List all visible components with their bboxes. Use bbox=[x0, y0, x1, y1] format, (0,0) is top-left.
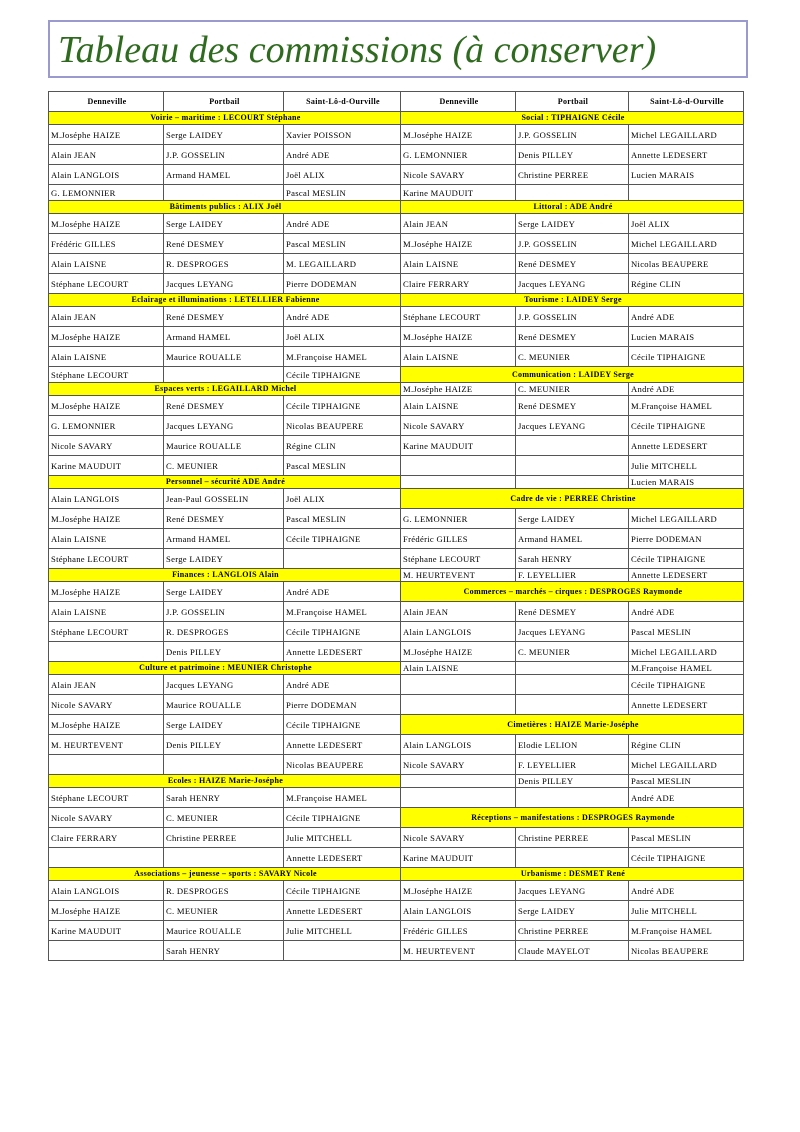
member-cell: Alain JEAN bbox=[49, 675, 164, 695]
member-cell: André ADE bbox=[284, 214, 401, 234]
member-cell: Denis PILLEY bbox=[516, 775, 629, 788]
member-cell: Christine PERREE bbox=[516, 921, 629, 941]
section-row bbox=[49, 868, 744, 881]
member-cell: Xavier POISSON bbox=[284, 125, 401, 145]
member-cell: Alain LANGLOIS bbox=[401, 622, 516, 642]
table-row bbox=[49, 921, 744, 941]
member-cell bbox=[401, 456, 516, 476]
member-cell: André ADE bbox=[629, 788, 744, 808]
member-cell: Frédéric GILLES bbox=[401, 921, 516, 941]
commission-title: Réceptions – manifestations : DESPROGES Raymonde bbox=[401, 808, 744, 828]
member-cell: Serge LAIDEY bbox=[516, 901, 629, 921]
member-cell: C. MEUNIER bbox=[164, 901, 284, 921]
commission-title: Commerces – marchés – cirques : DESPROGES Raymonde bbox=[401, 582, 744, 602]
member-cell: André ADE bbox=[284, 675, 401, 695]
member-cell: Karine MAUDUIT bbox=[401, 436, 516, 456]
member-cell: Maurice ROUALLE bbox=[164, 695, 284, 715]
member-cell: J.P. GOSSELIN bbox=[516, 125, 629, 145]
member-cell: Alain LAISNE bbox=[401, 347, 516, 367]
member-cell: Régine CLIN bbox=[629, 735, 744, 755]
table-row bbox=[49, 602, 744, 622]
member-cell bbox=[516, 695, 629, 715]
section-row bbox=[49, 112, 744, 125]
member-cell bbox=[164, 185, 284, 201]
member-cell: Alain LAISNE bbox=[401, 662, 516, 675]
table-row bbox=[49, 901, 744, 921]
member-cell: Alain LAISNE bbox=[49, 602, 164, 622]
member-cell: J.P. GOSSELIN bbox=[164, 145, 284, 165]
member-cell: Armand HAMEL bbox=[164, 165, 284, 185]
member-cell: Jacques LEYANG bbox=[516, 416, 629, 436]
member-cell: Jean-Paul GOSSELIN bbox=[164, 489, 284, 509]
member-cell: Michel LEGAILLARD bbox=[629, 234, 744, 254]
table-row bbox=[49, 848, 744, 868]
member-cell: René DESMEY bbox=[516, 327, 629, 347]
member-cell: M.Françoise HAMEL bbox=[629, 396, 744, 416]
member-cell bbox=[49, 755, 164, 775]
member-cell: Serge LAIDEY bbox=[164, 125, 284, 145]
member-cell bbox=[164, 755, 284, 775]
member-cell bbox=[401, 775, 516, 788]
member-cell: Alain LAISNE bbox=[401, 396, 516, 416]
member-cell: Lucien MARAIS bbox=[629, 476, 744, 489]
column-header: Denneville bbox=[401, 92, 516, 112]
member-cell: Alain LANGLOIS bbox=[49, 489, 164, 509]
member-cell: Alain JEAN bbox=[401, 602, 516, 622]
table-row bbox=[49, 509, 744, 529]
member-cell: Jacques LEYANG bbox=[516, 274, 629, 294]
column-header: Saint-Lô-d-Ourville bbox=[284, 92, 401, 112]
member-cell: Alain JEAN bbox=[49, 307, 164, 327]
table-row bbox=[49, 828, 744, 848]
member-cell bbox=[516, 456, 629, 476]
member-cell: Alain LAISNE bbox=[49, 254, 164, 274]
member-cell bbox=[164, 848, 284, 868]
member-cell: Nicole SAVARY bbox=[401, 165, 516, 185]
member-cell: Stéphane LECOURT bbox=[49, 367, 164, 383]
member-cell: Alain LANGLOIS bbox=[49, 165, 164, 185]
member-cell: Alain LAISNE bbox=[49, 529, 164, 549]
member-cell: M.Joséphe HAIZE bbox=[49, 901, 164, 921]
commission-title: Espaces verts : LEGAILLARD Michel bbox=[49, 383, 401, 396]
section-row bbox=[49, 775, 744, 788]
member-cell: Elodie LELION bbox=[516, 735, 629, 755]
table-row bbox=[49, 489, 744, 509]
member-cell: M.Joséphe HAIZE bbox=[49, 214, 164, 234]
table-row bbox=[49, 881, 744, 901]
member-cell: Lucien MARAIS bbox=[629, 327, 744, 347]
table-row bbox=[49, 416, 744, 436]
member-cell bbox=[284, 941, 401, 961]
table-row bbox=[49, 582, 744, 602]
member-cell: Annette LEDESERT bbox=[629, 695, 744, 715]
member-cell: Pascal MESLIN bbox=[629, 622, 744, 642]
member-cell bbox=[401, 675, 516, 695]
member-cell bbox=[516, 848, 629, 868]
member-cell: Pascal MESLIN bbox=[284, 456, 401, 476]
table-row bbox=[49, 788, 744, 808]
table-row bbox=[49, 642, 744, 662]
member-cell: Sarah HENRY bbox=[164, 941, 284, 961]
member-cell: R. DESPROGES bbox=[164, 881, 284, 901]
member-cell: M.Françoise HAMEL bbox=[629, 921, 744, 941]
member-cell: M. LEGAILLARD bbox=[284, 254, 401, 274]
member-cell: André ADE bbox=[629, 881, 744, 901]
member-cell: Frédéric GILLES bbox=[49, 234, 164, 254]
member-cell: Armand HAMEL bbox=[164, 529, 284, 549]
table-row bbox=[49, 274, 744, 294]
member-cell: Nicole SAVARY bbox=[49, 695, 164, 715]
member-cell: J.P. GOSSELIN bbox=[516, 307, 629, 327]
member-cell: M.Joséphe HAIZE bbox=[49, 327, 164, 347]
member-cell: Alain LAISNE bbox=[49, 347, 164, 367]
member-cell: C. MEUNIER bbox=[516, 642, 629, 662]
member-cell: Serge LAIDEY bbox=[164, 715, 284, 735]
member-cell: Cécile TIPHAIGNE bbox=[629, 848, 744, 868]
member-cell bbox=[164, 367, 284, 383]
member-cell: Serge LAIDEY bbox=[516, 214, 629, 234]
member-cell bbox=[516, 662, 629, 675]
member-cell: M.Joséphe HAIZE bbox=[49, 396, 164, 416]
member-cell: M.Joséphe HAIZE bbox=[401, 327, 516, 347]
member-cell: René DESMEY bbox=[164, 307, 284, 327]
member-cell: G. LEMONNIER bbox=[401, 145, 516, 165]
member-cell: Claire FERRARY bbox=[401, 274, 516, 294]
member-cell: Régine CLIN bbox=[284, 436, 401, 456]
section-row bbox=[49, 476, 744, 489]
member-cell: G. LEMONNIER bbox=[49, 185, 164, 201]
member-cell: Maurice ROUALLE bbox=[164, 347, 284, 367]
member-cell: Serge LAIDEY bbox=[516, 509, 629, 529]
commission-title: Ecoles : HAIZE Marie-Joséphe bbox=[49, 775, 401, 788]
commission-title: Associations – jeunesse – sports : SAVARY Nicole bbox=[49, 868, 401, 881]
member-cell: Annette LEDESERT bbox=[284, 901, 401, 921]
commission-title: Culture et patrimoine : MEUNIER Christophe bbox=[49, 662, 401, 675]
member-cell: Denis PILLEY bbox=[164, 735, 284, 755]
member-cell: M.Joséphe HAIZE bbox=[49, 509, 164, 529]
member-cell: Cécile TIPHAIGNE bbox=[284, 396, 401, 416]
member-cell bbox=[516, 788, 629, 808]
table-row bbox=[49, 367, 744, 383]
member-cell: Pascal MESLIN bbox=[284, 185, 401, 201]
member-cell: André ADE bbox=[284, 145, 401, 165]
member-cell bbox=[49, 848, 164, 868]
table-row bbox=[49, 254, 744, 274]
member-cell: Pascal MESLIN bbox=[284, 509, 401, 529]
member-cell: Maurice ROUALLE bbox=[164, 921, 284, 941]
member-cell: M.Joséphe HAIZE bbox=[49, 582, 164, 602]
table-row bbox=[49, 307, 744, 327]
member-cell: C. MEUNIER bbox=[516, 347, 629, 367]
member-cell: Jacques LEYANG bbox=[164, 274, 284, 294]
member-cell: G. LEMONNIER bbox=[401, 509, 516, 529]
table-row bbox=[49, 695, 744, 715]
member-cell: M.Françoise HAMEL bbox=[284, 602, 401, 622]
member-cell: Cécile TIPHAIGNE bbox=[284, 622, 401, 642]
member-cell: M.Joséphe HAIZE bbox=[401, 125, 516, 145]
member-cell: Jacques LEYANG bbox=[164, 675, 284, 695]
section-row bbox=[49, 569, 744, 582]
member-cell bbox=[516, 476, 629, 489]
member-cell: Michel LEGAILLARD bbox=[629, 642, 744, 662]
member-cell: Serge LAIDEY bbox=[164, 582, 284, 602]
member-cell: Cécile TIPHAIGNE bbox=[284, 367, 401, 383]
member-cell: Joël ALIX bbox=[629, 214, 744, 234]
commission-title: Social : TIPHAIGNE Cécile bbox=[401, 112, 744, 125]
member-cell: Frédéric GILLES bbox=[401, 529, 516, 549]
table-row bbox=[49, 941, 744, 961]
member-cell: Michel LEGAILLARD bbox=[629, 125, 744, 145]
member-cell: M.Joséphe HAIZE bbox=[401, 234, 516, 254]
member-cell: Stéphane LECOURT bbox=[49, 788, 164, 808]
member-cell: Cécile TIPHAIGNE bbox=[284, 529, 401, 549]
member-cell: Annette LEDESERT bbox=[629, 145, 744, 165]
table-row bbox=[49, 755, 744, 775]
member-cell: F. LEYELLIER bbox=[516, 569, 629, 582]
member-cell: Michel LEGAILLARD bbox=[629, 755, 744, 775]
member-cell: Julie MITCHELL bbox=[629, 456, 744, 476]
table-row bbox=[49, 735, 744, 755]
member-cell: Serge LAIDEY bbox=[164, 549, 284, 569]
member-cell: M.Joséphe HAIZE bbox=[49, 125, 164, 145]
table-row bbox=[49, 808, 744, 828]
member-cell: Cécile TIPHAIGNE bbox=[629, 675, 744, 695]
member-cell: G. LEMONNIER bbox=[49, 416, 164, 436]
member-cell: Joël ALIX bbox=[284, 165, 401, 185]
member-cell bbox=[401, 695, 516, 715]
column-header: Denneville bbox=[49, 92, 164, 112]
member-cell bbox=[401, 476, 516, 489]
member-cell: Karine MAUDUIT bbox=[401, 848, 516, 868]
member-cell: Denis PILLEY bbox=[516, 145, 629, 165]
member-cell: Jacques LEYANG bbox=[164, 416, 284, 436]
member-cell: Pascal MESLIN bbox=[629, 775, 744, 788]
member-cell: Pierre DODEMAN bbox=[284, 274, 401, 294]
title-box bbox=[48, 20, 748, 78]
member-cell: C. MEUNIER bbox=[516, 383, 629, 396]
member-cell: René DESMEY bbox=[516, 396, 629, 416]
member-cell: M.Françoise HAMEL bbox=[284, 347, 401, 367]
table-row bbox=[49, 214, 744, 234]
member-cell bbox=[49, 642, 164, 662]
member-cell: Stéphane LECOURT bbox=[49, 274, 164, 294]
member-cell: André ADE bbox=[284, 307, 401, 327]
member-cell bbox=[516, 436, 629, 456]
table-row bbox=[49, 145, 744, 165]
member-cell: Maurice ROUALLE bbox=[164, 436, 284, 456]
member-cell: André ADE bbox=[629, 307, 744, 327]
member-cell: Alain LANGLOIS bbox=[401, 735, 516, 755]
member-cell: M. HEURTEVENT bbox=[49, 735, 164, 755]
member-cell: Pierre DODEMAN bbox=[629, 529, 744, 549]
member-cell: Karine MAUDUIT bbox=[49, 456, 164, 476]
member-cell: Nicolas BEAUPERE bbox=[284, 416, 401, 436]
member-cell: Cécile TIPHAIGNE bbox=[629, 416, 744, 436]
member-cell: Christine PERREE bbox=[516, 828, 629, 848]
member-cell: André ADE bbox=[284, 582, 401, 602]
member-cell: Cécile TIPHAIGNE bbox=[284, 881, 401, 901]
member-cell: Nicole SAVARY bbox=[401, 755, 516, 775]
table-row bbox=[49, 715, 744, 735]
table-row bbox=[49, 456, 744, 476]
member-cell: Lucien MARAIS bbox=[629, 165, 744, 185]
member-cell: Claude MAYELOT bbox=[516, 941, 629, 961]
table-row bbox=[49, 125, 744, 145]
commission-title: Urbanisme : DESMET René bbox=[401, 868, 744, 881]
table-row bbox=[49, 675, 744, 695]
table-row bbox=[49, 347, 744, 367]
commission-title: Finances : LANGLOIS Alain bbox=[49, 569, 401, 582]
member-cell: René DESMEY bbox=[164, 234, 284, 254]
member-cell: René DESMEY bbox=[164, 396, 284, 416]
member-cell: Alain LAISNE bbox=[401, 254, 516, 274]
table-row bbox=[49, 436, 744, 456]
commission-title: Eclairage et illuminations : LETELLIER Fabienne bbox=[49, 294, 401, 307]
member-cell: Stéphane LECOURT bbox=[401, 307, 516, 327]
member-cell: Alain JEAN bbox=[49, 145, 164, 165]
column-header: Portbail bbox=[164, 92, 284, 112]
commission-title: Personnel – sécurité ADE André bbox=[49, 476, 401, 489]
commission-title: Tourisme : LAIDEY Serge bbox=[401, 294, 744, 307]
section-row bbox=[49, 201, 744, 214]
page-title: Tableau des commissions (à conserver) bbox=[58, 29, 657, 71]
member-cell: Nicolas BEAUPERE bbox=[629, 254, 744, 274]
member-cell: André ADE bbox=[629, 383, 744, 396]
section-row bbox=[49, 294, 744, 307]
column-header: Saint-Lô-d-Ourville bbox=[629, 92, 744, 112]
member-cell: Annette LEDESERT bbox=[284, 642, 401, 662]
member-cell: Pascal MESLIN bbox=[629, 828, 744, 848]
member-cell: M. HEURTEVENT bbox=[401, 941, 516, 961]
member-cell bbox=[284, 549, 401, 569]
commission-title: Bâtiments publics : ALIX Joël bbox=[49, 201, 401, 214]
member-cell: Serge LAIDEY bbox=[164, 214, 284, 234]
member-cell: R. DESPROGES bbox=[164, 254, 284, 274]
member-cell: Cécile TIPHAIGNE bbox=[284, 808, 401, 828]
member-cell: René DESMEY bbox=[516, 254, 629, 274]
member-cell: J.P. GOSSELIN bbox=[516, 234, 629, 254]
member-cell: Nicole SAVARY bbox=[49, 808, 164, 828]
member-cell: Stéphane LECOURT bbox=[401, 549, 516, 569]
table-row bbox=[49, 549, 744, 569]
member-cell: Claire FERRARY bbox=[49, 828, 164, 848]
member-cell: Nicole SAVARY bbox=[401, 416, 516, 436]
member-cell: Armand HAMEL bbox=[516, 529, 629, 549]
member-cell: C. MEUNIER bbox=[164, 808, 284, 828]
member-cell: Julie MITCHELL bbox=[284, 828, 401, 848]
member-cell: M.Joséphe HAIZE bbox=[401, 642, 516, 662]
member-cell: Karine MAUDUIT bbox=[49, 921, 164, 941]
member-cell: Annette LEDESERT bbox=[629, 436, 744, 456]
table-row bbox=[49, 165, 744, 185]
member-cell: Denis PILLEY bbox=[164, 642, 284, 662]
member-cell: Annette LEDESERT bbox=[284, 848, 401, 868]
member-cell: Joël ALIX bbox=[284, 327, 401, 347]
section-row bbox=[49, 662, 744, 675]
member-cell bbox=[49, 941, 164, 961]
member-cell: Pierre DODEMAN bbox=[284, 695, 401, 715]
member-cell: René DESMEY bbox=[164, 509, 284, 529]
column-header: Portbail bbox=[516, 92, 629, 112]
member-cell: Armand HAMEL bbox=[164, 327, 284, 347]
member-cell: Sarah HENRY bbox=[164, 788, 284, 808]
member-cell: Julie MITCHELL bbox=[284, 921, 401, 941]
member-cell: Alain LANGLOIS bbox=[401, 901, 516, 921]
commissions-table bbox=[48, 91, 744, 961]
section-row bbox=[49, 383, 744, 396]
member-cell: Christine PERREE bbox=[164, 828, 284, 848]
member-cell: Nicole SAVARY bbox=[49, 436, 164, 456]
member-cell: C. MEUNIER bbox=[164, 456, 284, 476]
member-cell: M.Joséphe HAIZE bbox=[401, 881, 516, 901]
member-cell: André ADE bbox=[629, 602, 744, 622]
member-cell: Pascal MESLIN bbox=[284, 234, 401, 254]
table-row bbox=[49, 396, 744, 416]
member-cell: Julie MITCHELL bbox=[629, 901, 744, 921]
member-cell: R. DESPROGES bbox=[164, 622, 284, 642]
member-cell bbox=[401, 788, 516, 808]
member-cell: Sarah HENRY bbox=[516, 549, 629, 569]
member-cell: M. HEURTEVENT bbox=[401, 569, 516, 582]
member-cell: Alain LANGLOIS bbox=[49, 881, 164, 901]
member-cell: Stéphane LECOURT bbox=[49, 622, 164, 642]
table-row bbox=[49, 529, 744, 549]
member-cell: Joël ALIX bbox=[284, 489, 401, 509]
member-cell: Alain JEAN bbox=[401, 214, 516, 234]
member-cell bbox=[629, 185, 744, 201]
commission-title: Cimetières : HAIZE Marie-Joséphe bbox=[401, 715, 744, 735]
member-cell: M.Françoise HAMEL bbox=[629, 662, 744, 675]
member-cell: Jacques LEYANG bbox=[516, 881, 629, 901]
member-cell: Nicolas BEAUPERE bbox=[284, 755, 401, 775]
member-cell: Nicolas BEAUPERE bbox=[629, 941, 744, 961]
member-cell: René DESMEY bbox=[516, 602, 629, 622]
member-cell: Jacques LEYANG bbox=[516, 622, 629, 642]
member-cell: Annette LEDESERT bbox=[629, 569, 744, 582]
member-cell: Cécile TIPHAIGNE bbox=[629, 347, 744, 367]
member-cell: Christine PERREE bbox=[516, 165, 629, 185]
member-cell: Michel LEGAILLARD bbox=[629, 509, 744, 529]
table-row bbox=[49, 622, 744, 642]
member-cell: Annette LEDESERT bbox=[284, 735, 401, 755]
table-row bbox=[49, 234, 744, 254]
table-row bbox=[49, 185, 744, 201]
commission-title: Communication : LAIDEY Serge bbox=[401, 367, 744, 383]
table-row bbox=[49, 327, 744, 347]
member-cell: M.Joséphe HAIZE bbox=[49, 715, 164, 735]
commission-title: Cadre de vie : PERREE Christine bbox=[401, 489, 744, 509]
member-cell: J.P. GOSSELIN bbox=[164, 602, 284, 622]
commission-title: Littoral : ADE André bbox=[401, 201, 744, 214]
member-cell: Stéphane LECOURT bbox=[49, 549, 164, 569]
member-cell bbox=[516, 185, 629, 201]
member-cell: M.Françoise HAMEL bbox=[284, 788, 401, 808]
member-cell: Nicole SAVARY bbox=[401, 828, 516, 848]
member-cell: Cécile TIPHAIGNE bbox=[629, 549, 744, 569]
member-cell: Régine CLIN bbox=[629, 274, 744, 294]
member-cell: M.Joséphe HAIZE bbox=[401, 383, 516, 396]
member-cell: Karine MAUDUIT bbox=[401, 185, 516, 201]
header-row bbox=[49, 92, 744, 112]
member-cell: Cécile TIPHAIGNE bbox=[284, 715, 401, 735]
member-cell bbox=[516, 675, 629, 695]
member-cell: F. LEYELLIER bbox=[516, 755, 629, 775]
commission-title: Voirie – maritime : LECOURT Stéphane bbox=[49, 112, 401, 125]
